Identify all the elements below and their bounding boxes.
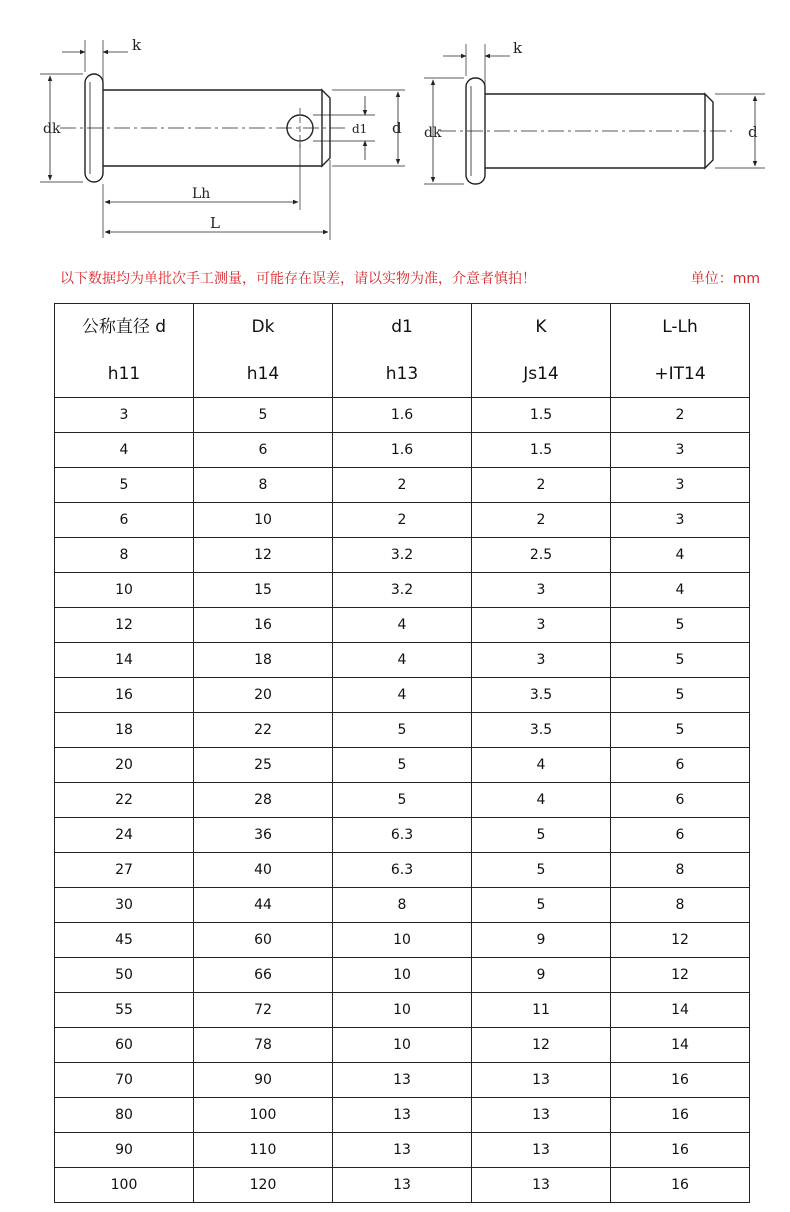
cell-dk: 12 (194, 538, 333, 573)
table-row (55, 1133, 750, 1168)
cell-l-lh: 16 (611, 1133, 750, 1168)
header-k (472, 304, 611, 398)
cell-d1: 10 (333, 993, 472, 1028)
label-k: k (132, 36, 142, 54)
table-row (55, 713, 750, 748)
table-row (55, 1028, 750, 1063)
header-line2: h13 (385, 363, 419, 384)
cell-dk: 15 (194, 573, 333, 608)
table-row (55, 783, 750, 818)
table-row (55, 398, 750, 433)
cell-d1: 13 (333, 1098, 472, 1133)
cell-d: 4 (55, 433, 194, 468)
cell-l-lh: 3 (611, 468, 750, 503)
table-row (55, 503, 750, 538)
cell-dk: 72 (194, 993, 333, 1028)
cell-l-lh: 8 (611, 853, 750, 888)
header-line2: Js14 (523, 363, 559, 384)
cell-d1: 2 (333, 468, 472, 503)
cell-d1: 4 (333, 643, 472, 678)
header-line1: Dk (251, 316, 275, 337)
cell-dk: 110 (194, 1133, 333, 1168)
table-row (55, 643, 750, 678)
header-line1: L-Lh (662, 316, 698, 337)
cell-dk: 120 (194, 1168, 333, 1203)
cell-k: 2 (472, 468, 611, 503)
cell-l-lh: 12 (611, 958, 750, 993)
table-row (55, 608, 750, 643)
cell-d1: 8 (333, 888, 472, 923)
cell-l-lh: 14 (611, 1028, 750, 1063)
cell-d1: 1.6 (333, 433, 472, 468)
table-row (55, 818, 750, 853)
header-line2: h14 (246, 363, 280, 384)
cell-k: 12 (472, 1028, 611, 1063)
cell-d: 30 (55, 888, 194, 923)
cell-d1: 2 (333, 503, 472, 538)
cell-d1: 10 (333, 923, 472, 958)
pin-technical-drawing (0, 0, 790, 250)
cell-k: 3.5 (472, 713, 611, 748)
label-l: L (210, 214, 220, 232)
cell-dk: 66 (194, 958, 333, 993)
cell-k: 11 (472, 993, 611, 1028)
cell-d: 14 (55, 643, 194, 678)
cell-d: 50 (55, 958, 194, 993)
header-line1: d1 (391, 316, 413, 337)
cell-dk: 10 (194, 503, 333, 538)
cell-d: 22 (55, 783, 194, 818)
cell-l-lh: 8 (611, 888, 750, 923)
cell-d: 6 (55, 503, 194, 538)
header-dk (194, 304, 333, 398)
cell-d1: 4 (333, 608, 472, 643)
cell-dk: 100 (194, 1098, 333, 1133)
table-row (55, 468, 750, 503)
label-d: d (392, 119, 402, 137)
cell-d1: 13 (333, 1133, 472, 1168)
table-row (55, 678, 750, 713)
label-k-right: k (513, 39, 523, 57)
left-pin-labels (43, 36, 402, 232)
cell-d: 27 (55, 853, 194, 888)
table-header-row (55, 304, 750, 398)
table-row (55, 538, 750, 573)
notice-text: 以下数据均为单批次手工测量，可能存在误差，请以实物为准，介意者慎拍！ (60, 271, 536, 287)
cell-d: 10 (55, 573, 194, 608)
cell-dk: 36 (194, 818, 333, 853)
cell-k: 3.5 (472, 678, 611, 713)
cell-dk: 28 (194, 783, 333, 818)
cell-dk: 5 (194, 398, 333, 433)
cell-dk: 18 (194, 643, 333, 678)
cell-k: 13 (472, 1133, 611, 1168)
spec-table-body (55, 398, 750, 1203)
table-row (55, 433, 750, 468)
label-d-right: d (748, 123, 758, 141)
cell-l-lh: 4 (611, 538, 750, 573)
spec-table (54, 303, 750, 1203)
cell-l-lh: 16 (611, 1168, 750, 1203)
cell-k: 2.5 (472, 538, 611, 573)
table-row (55, 1063, 750, 1098)
cell-l-lh: 5 (611, 608, 750, 643)
header-nominal-diameter (55, 304, 194, 398)
cell-k: 9 (472, 923, 611, 958)
cell-k: 3 (472, 573, 611, 608)
table-row (55, 888, 750, 923)
header-d1 (333, 304, 472, 398)
cell-dk: 8 (194, 468, 333, 503)
cell-l-lh: 3 (611, 433, 750, 468)
cell-d: 100 (55, 1168, 194, 1203)
cell-k: 5 (472, 853, 611, 888)
cell-l-lh: 12 (611, 923, 750, 958)
cell-k: 13 (472, 1063, 611, 1098)
cell-k: 9 (472, 958, 611, 993)
cell-l-lh: 5 (611, 643, 750, 678)
cell-l-lh: 14 (611, 993, 750, 1028)
cell-k: 5 (472, 818, 611, 853)
cell-k: 4 (472, 783, 611, 818)
header-line2: +IT14 (654, 363, 706, 384)
cell-d: 90 (55, 1133, 194, 1168)
cell-l-lh: 6 (611, 748, 750, 783)
table-row (55, 748, 750, 783)
cell-k: 1.5 (472, 398, 611, 433)
cell-l-lh: 5 (611, 713, 750, 748)
cell-k: 3 (472, 643, 611, 678)
cell-d1: 6.3 (333, 818, 472, 853)
cell-d: 8 (55, 538, 194, 573)
table-row (55, 958, 750, 993)
cell-k: 13 (472, 1168, 611, 1203)
cell-dk: 22 (194, 713, 333, 748)
cell-d1: 3.2 (333, 538, 472, 573)
cell-l-lh: 4 (611, 573, 750, 608)
cell-d: 5 (55, 468, 194, 503)
label-dk: dk (43, 121, 61, 137)
header-line2: h11 (107, 363, 141, 384)
label-lh: Lh (192, 186, 211, 202)
cell-d: 80 (55, 1098, 194, 1133)
measurement-notice (60, 268, 760, 290)
table-row (55, 853, 750, 888)
cell-dk: 78 (194, 1028, 333, 1063)
cell-k: 4 (472, 748, 611, 783)
label-dk-right: dk (424, 125, 442, 141)
cell-dk: 90 (194, 1063, 333, 1098)
cell-d1: 13 (333, 1063, 472, 1098)
cell-dk: 25 (194, 748, 333, 783)
cell-k: 13 (472, 1098, 611, 1133)
cell-d1: 3.2 (333, 573, 472, 608)
cell-d1: 10 (333, 1028, 472, 1063)
cell-d1: 4 (333, 678, 472, 713)
cell-d1: 5 (333, 713, 472, 748)
cell-d: 18 (55, 713, 194, 748)
cell-d1: 13 (333, 1168, 472, 1203)
table-row (55, 573, 750, 608)
table-row (55, 923, 750, 958)
cell-d: 24 (55, 818, 194, 853)
table-row (55, 1168, 750, 1203)
cell-dk: 20 (194, 678, 333, 713)
cell-d1: 5 (333, 783, 472, 818)
cell-l-lh: 16 (611, 1098, 750, 1133)
cell-d1: 6.3 (333, 853, 472, 888)
cell-k: 3 (472, 608, 611, 643)
cell-l-lh: 5 (611, 678, 750, 713)
header-l-lh (611, 304, 750, 398)
left-pin-view (40, 40, 405, 240)
right-pin-view (424, 44, 765, 184)
cell-d1: 1.6 (333, 398, 472, 433)
cell-k: 1.5 (472, 433, 611, 468)
cell-dk: 44 (194, 888, 333, 923)
header-line1: 公称直径 d (81, 316, 167, 337)
cell-k: 2 (472, 503, 611, 538)
unit-label: 单位：mm (690, 271, 760, 287)
right-pin-labels (424, 39, 758, 141)
cell-d: 60 (55, 1028, 194, 1063)
cell-l-lh: 16 (611, 1063, 750, 1098)
table-row (55, 993, 750, 1028)
cell-dk: 6 (194, 433, 333, 468)
cell-d: 45 (55, 923, 194, 958)
cell-l-lh: 6 (611, 783, 750, 818)
cell-d: 12 (55, 608, 194, 643)
cell-d1: 5 (333, 748, 472, 783)
cell-d: 55 (55, 993, 194, 1028)
cell-dk: 60 (194, 923, 333, 958)
label-d1: d1 (352, 122, 368, 136)
cell-d: 16 (55, 678, 194, 713)
cell-l-lh: 2 (611, 398, 750, 433)
cell-l-lh: 3 (611, 503, 750, 538)
cell-d: 70 (55, 1063, 194, 1098)
cell-d1: 10 (333, 958, 472, 993)
cell-l-lh: 6 (611, 818, 750, 853)
cell-k: 5 (472, 888, 611, 923)
header-line1: K (535, 316, 547, 337)
cell-d: 3 (55, 398, 194, 433)
cell-dk: 16 (194, 608, 333, 643)
cell-dk: 40 (194, 853, 333, 888)
table-row (55, 1098, 750, 1133)
cell-d: 20 (55, 748, 194, 783)
